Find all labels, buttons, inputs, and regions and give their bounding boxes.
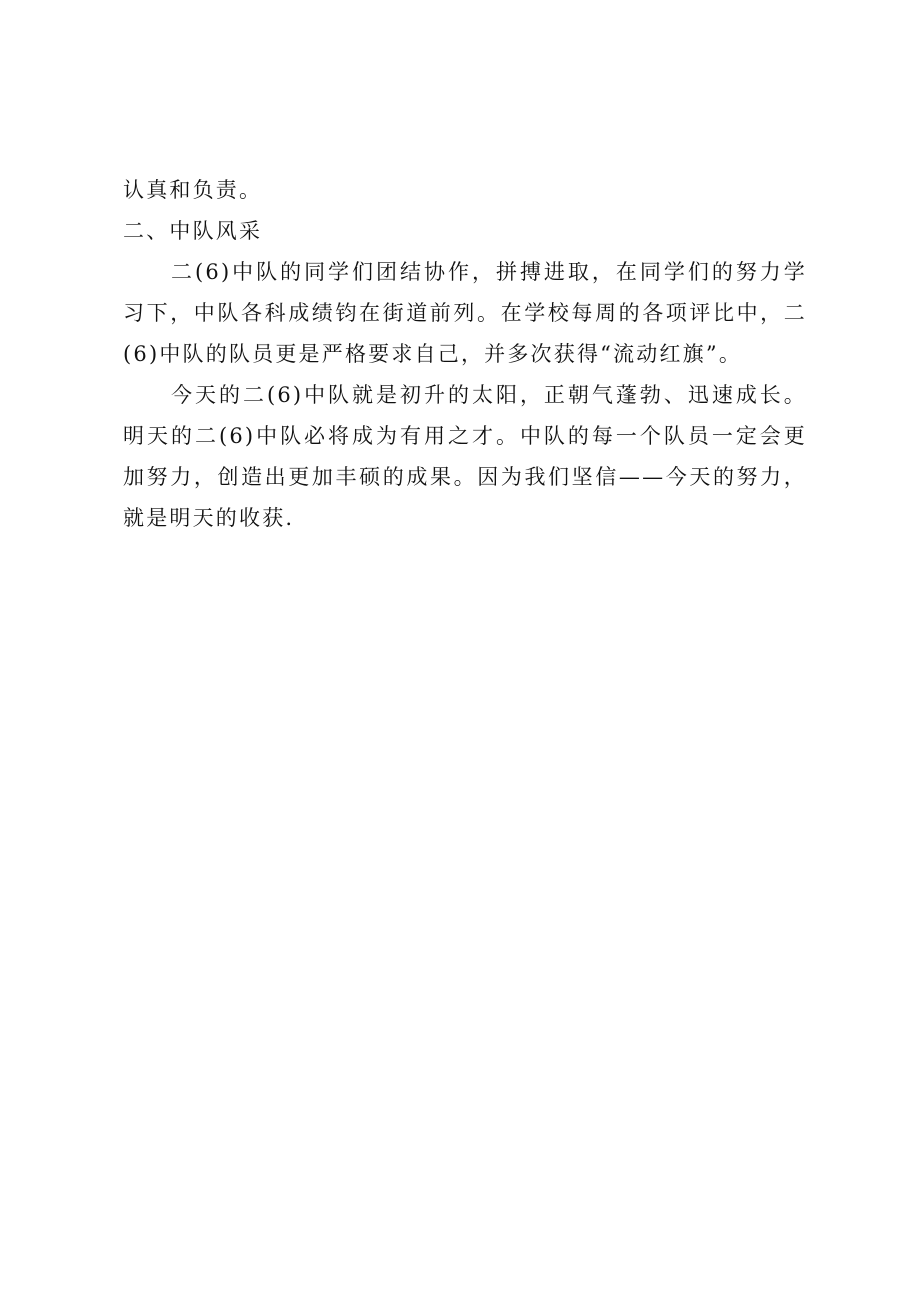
section-heading: 二、中队风采 <box>123 219 263 243</box>
document-body <box>123 170 807 539</box>
paragraph-future: 今天的二(6)中队就是初升的太阳，正朝气蓬勃、迅速成长。明天的二(6)中队必将成为有用之才。中队的每一个队员一定会更加努力，创造出更加丰硕的成果。因为我们坚信——今天的努力，就是明天的收获. <box>123 383 807 530</box>
paragraph-team-style: 二(6)中队的同学们团结协作，拼搏进取，在同学们的努力学习下，中队各科成绩钧在街道前列。在学校每周的各项评比中，二(6)中队的队员更是严格要求自己，并多次获得“流动红旗”。 <box>123 260 807 366</box>
continued-text-line: 认真和负责。 <box>123 178 263 202</box>
